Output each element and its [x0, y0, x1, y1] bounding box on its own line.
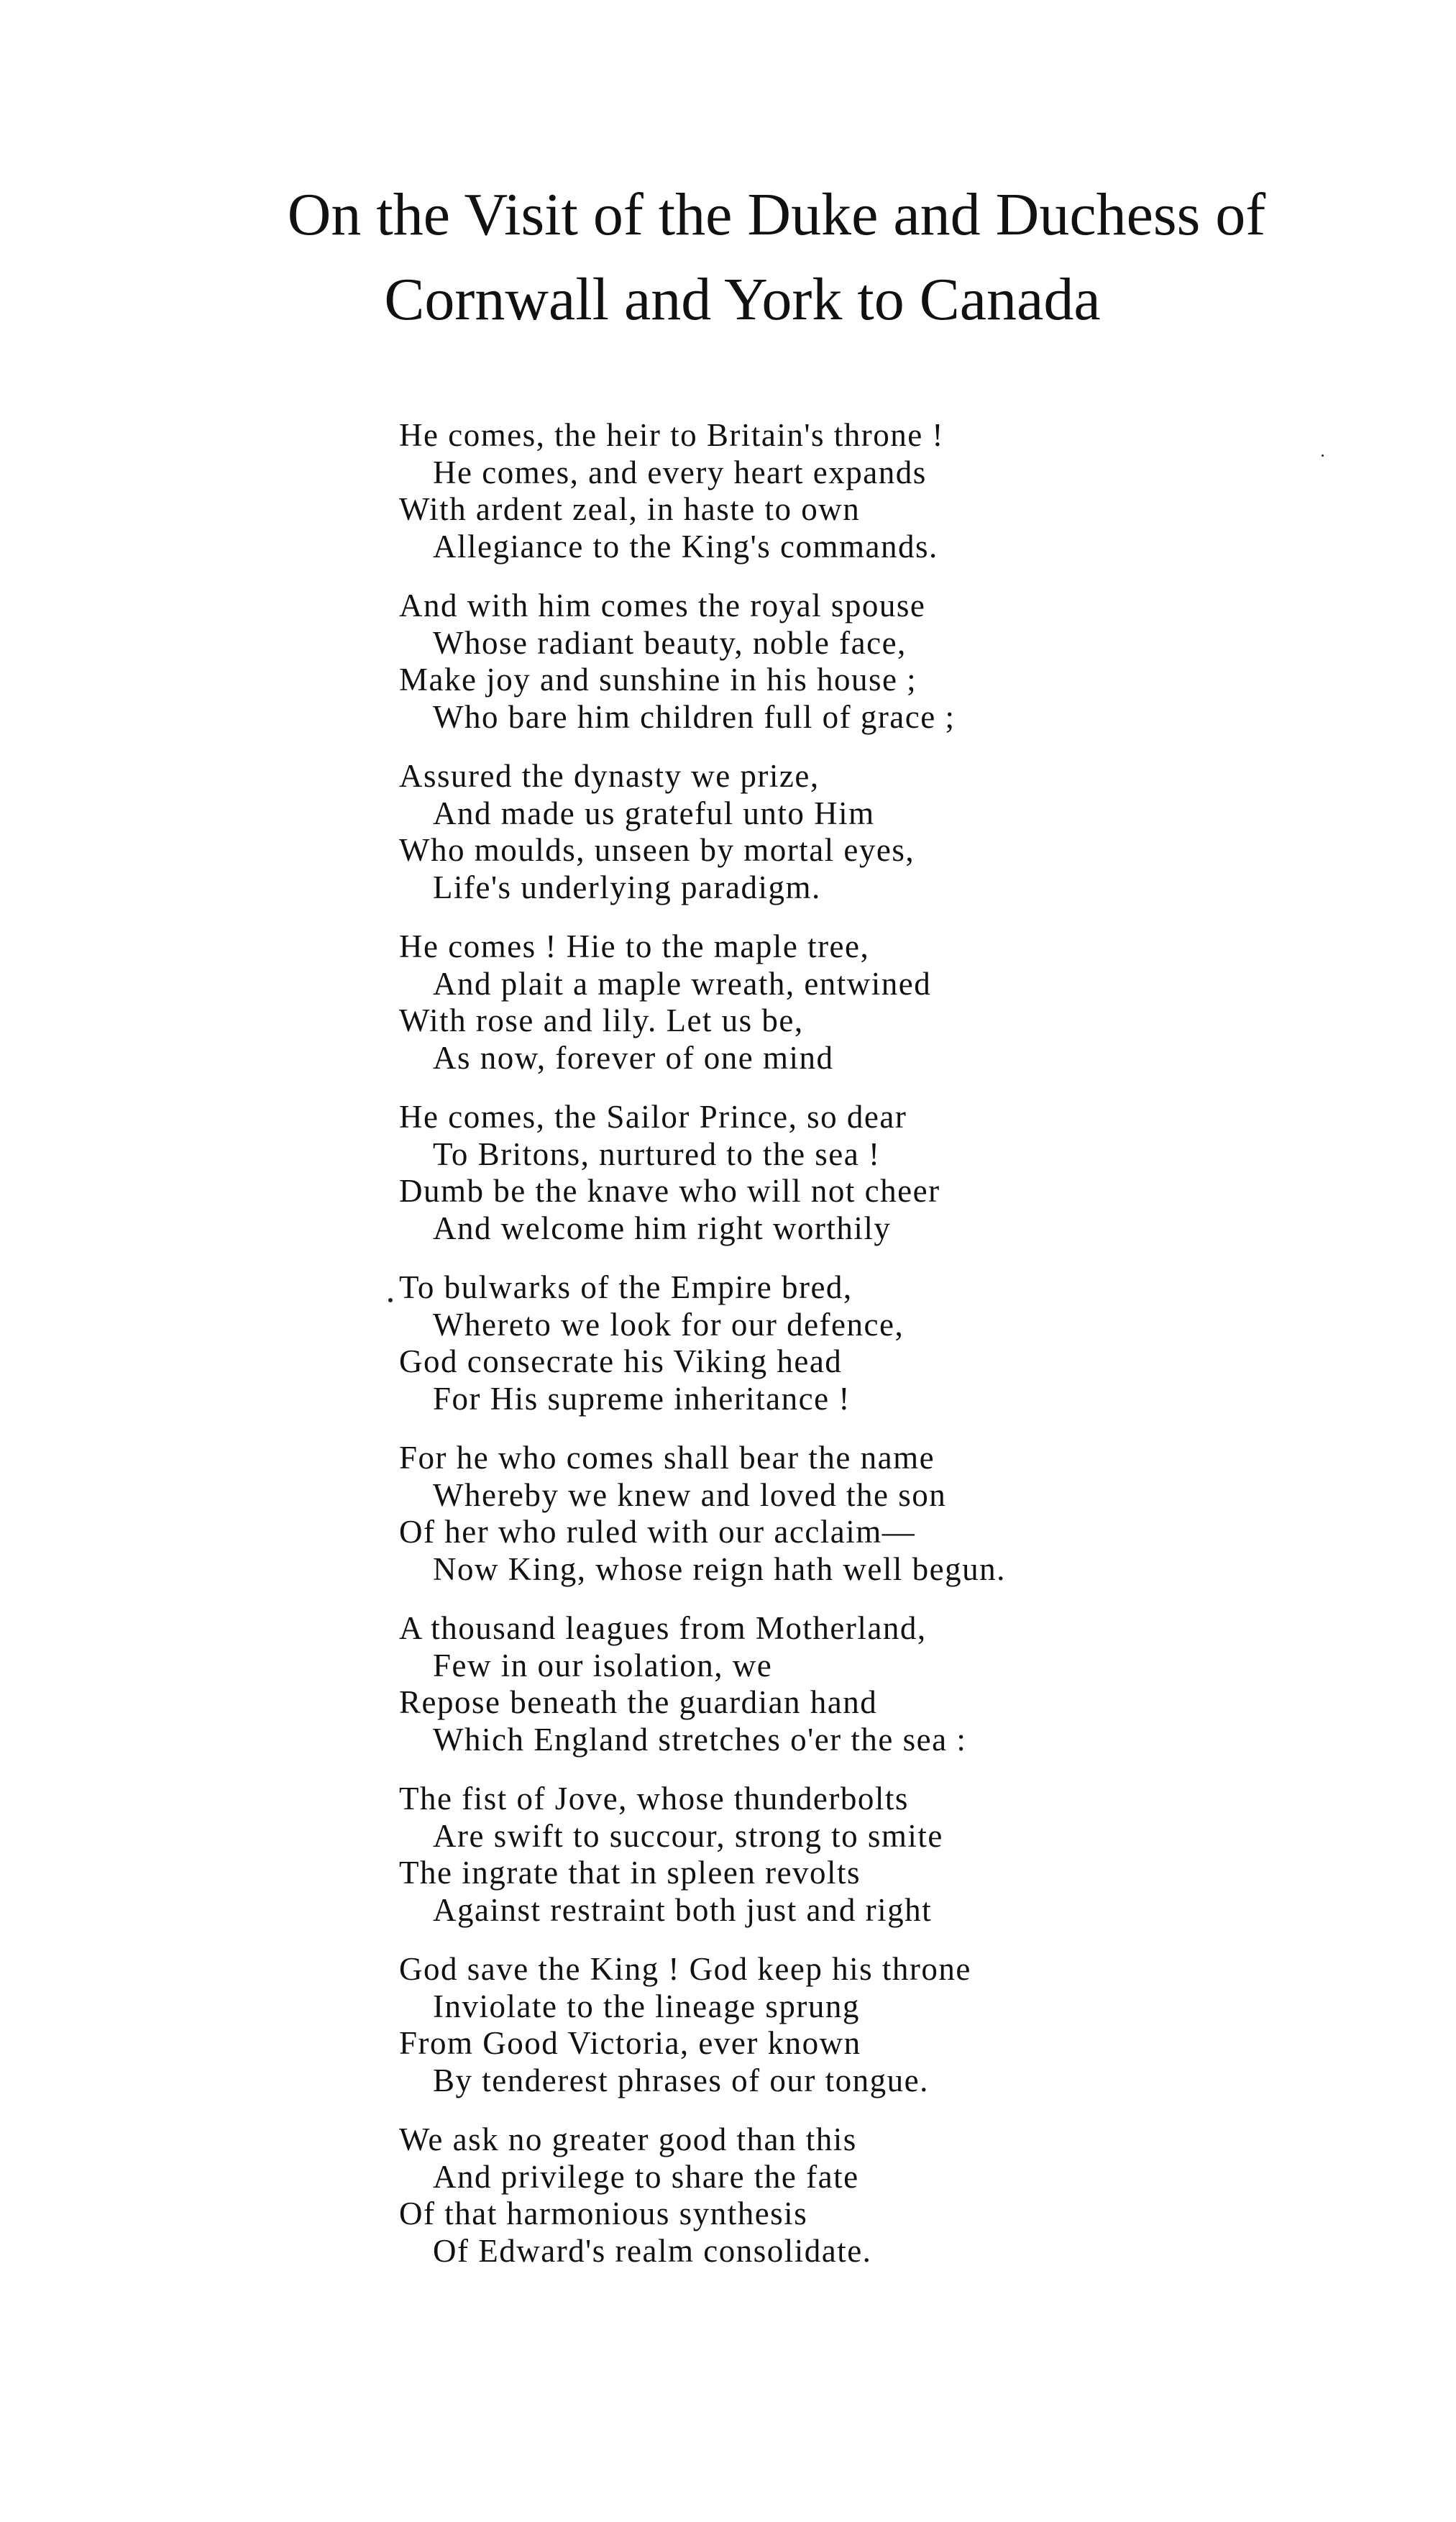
stanza	[399, 2121, 1262, 2270]
stanza	[399, 928, 1262, 1077]
verse-line: And privilege to share the fate	[433, 2158, 859, 2195]
poem-title	[0, 173, 1456, 342]
verse-line: With ardent zeal, in haste to own	[399, 491, 861, 527]
verse-line: The ingrate that in spleen revolts	[399, 1855, 861, 1891]
title-line-1: On the Visit of the Duke and Duchess of	[287, 181, 1266, 248]
verse-line: Who bare him children full of grace ;	[433, 698, 956, 735]
verse-line: And plait a maple wreath, entwined	[433, 965, 932, 1002]
verse-line: A thousand leagues from Motherland,	[399, 1610, 927, 1646]
verse-line: God save the King ! God keep his throne	[399, 1951, 971, 1987]
verse-line: To bulwarks of the Empire bred,	[399, 1269, 853, 1305]
verse-line: As now, forever of one mind	[433, 1039, 834, 1076]
verse-line: Who moulds, unseen by mortal eyes,	[399, 832, 915, 868]
verse-line: Are swift to succour, strong to smite	[433, 1817, 943, 1854]
print-speck	[1322, 454, 1324, 457]
verse-line: Life's underlying paradigm.	[433, 869, 821, 905]
verse-line: Of her who ruled with our acclaim—	[399, 1514, 916, 1550]
verse-line: The fist of Jove, whose thunderbolts	[399, 1781, 909, 1817]
stanza	[399, 588, 1262, 736]
verse-line: Against restraint both just and right	[433, 1891, 933, 1928]
stanza	[399, 1269, 1262, 1417]
stanza	[399, 758, 1262, 906]
stanza	[399, 417, 1262, 565]
stanza	[399, 1781, 1262, 1929]
verse-line: He comes, and every heart expands	[433, 454, 927, 490]
verse-line: Repose beneath the guardian hand	[399, 1684, 878, 1720]
verse-line: He comes ! Hie to the maple tree,	[399, 928, 870, 964]
stanza	[399, 1610, 1262, 1758]
verse-line: He comes, the heir to Britain's throne !	[399, 417, 944, 453]
verse-line: Whereto we look for our defence,	[433, 1306, 905, 1343]
verse-line: By tenderest phrases of our tongue.	[433, 2062, 929, 2098]
print-speck	[388, 1298, 393, 1302]
verse-line: For His supreme inheritance !	[433, 1380, 851, 1417]
verse-line: Whereby we knew and loved the son	[433, 1476, 947, 1513]
verse-line: With rose and lily. Let us be,	[399, 1002, 804, 1038]
verse-line: Make joy and sunshine in his house ;	[399, 662, 917, 698]
verse-line: Which England stretches o'er the sea :	[433, 1721, 967, 1758]
stanza	[399, 1951, 1262, 2099]
verse-line: Dumb be the knave who will not cheer	[399, 1173, 940, 1209]
verse-line: And made us grateful unto Him	[433, 795, 875, 831]
verse-line: From Good Victoria, ever known	[399, 2025, 861, 2061]
verse-line: Inviolate to the lineage sprung	[433, 1988, 860, 2024]
verse-line: And with him comes the royal spouse	[399, 588, 926, 623]
poem-body	[399, 417, 1262, 2292]
verse-line: And welcome him right worthily	[433, 1210, 892, 1246]
verse-line: Whose radiant beauty, noble face,	[433, 624, 907, 661]
verse-line: To Britons, nurtured to the sea !	[433, 1136, 881, 1172]
verse-line: God consecrate his Viking head	[399, 1343, 843, 1379]
verse-line: Of that harmonious synthesis	[399, 2196, 808, 2231]
verse-line: Allegiance to the King's commands.	[433, 528, 938, 565]
stanza	[399, 1440, 1262, 1588]
verse-line: Assured the dynasty we prize,	[399, 758, 820, 794]
verse-line: We ask no greater good than this	[399, 2121, 857, 2157]
verse-line: For he who comes shall bear the name	[399, 1440, 935, 1476]
verse-line: Of Edward's realm consolidate.	[433, 2232, 872, 2269]
title-line-2: Cornwall and York to Canada	[384, 266, 1101, 333]
verse-line: Now King, whose reign hath well begun.	[433, 1550, 1006, 1587]
verse-line: He comes, the Sailor Prince, so dear	[399, 1099, 907, 1135]
stanza	[399, 1099, 1262, 1247]
verse-line: Few in our isolation, we	[433, 1647, 773, 1683]
